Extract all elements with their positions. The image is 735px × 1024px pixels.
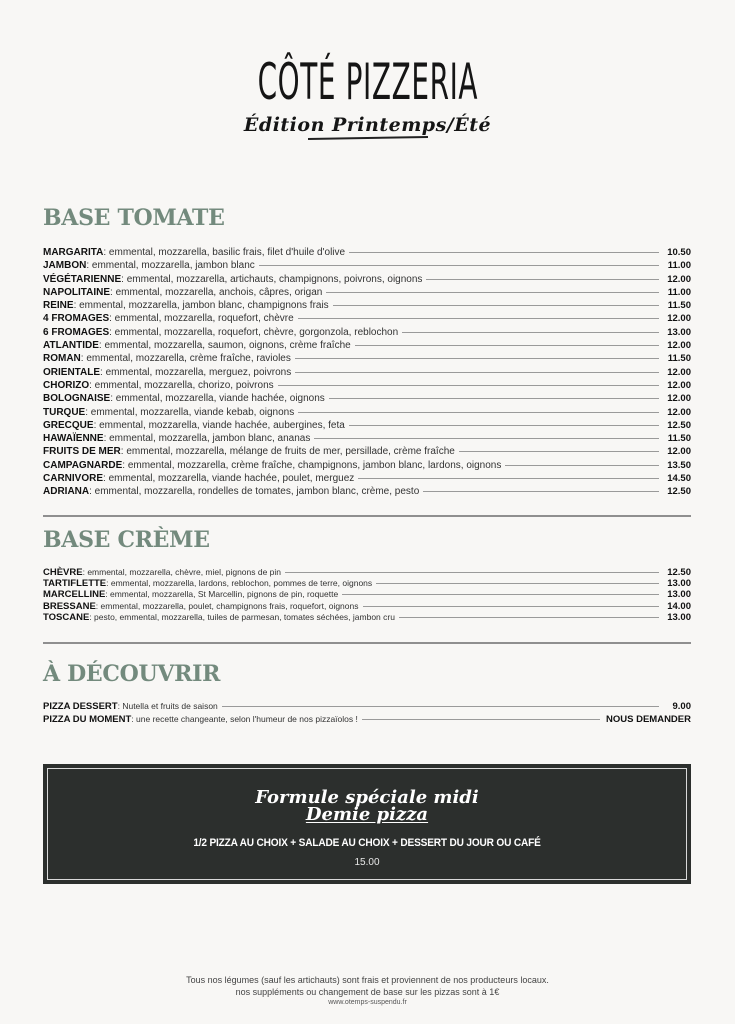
section-divider (43, 642, 691, 644)
dotted-leader (342, 594, 659, 595)
section-a-decouvrir (43, 661, 691, 726)
item-name: BRESSANE (43, 600, 96, 612)
menu-item (43, 286, 691, 299)
menu-header (0, 52, 735, 139)
footer-note-vegetables: Tous nos légumes (sauf les artichauts) sont frais et proviennent de nos producteurs locaux. (186, 975, 549, 985)
item-description: : emmental, mozzarella, rondelles de tomates, jambon blanc, crème, pesto (89, 486, 420, 498)
item-name: MARCELLINE (43, 589, 106, 601)
menu-item (43, 472, 691, 485)
item-price: 12.00 (667, 366, 691, 378)
item-description: : emmental, mozzarella, merguez, poivrons (100, 366, 292, 378)
menu-item (43, 445, 691, 458)
item-description: : emmental, mozzarella, mélange de fruits de mer, persillade, crème fraîche (120, 446, 455, 458)
dotted-leader (376, 583, 659, 584)
item-description: : Nutella et fruits de saison (117, 701, 218, 711)
item-price: 12.00 (667, 313, 691, 325)
item-description: : emmental, mozzarella, viande hachée, oignons (110, 393, 325, 405)
section-title: BASE CRÈME (43, 527, 210, 553)
formula-inner-frame (47, 768, 687, 880)
menu-item (43, 589, 691, 600)
section-base-creme (43, 527, 691, 623)
item-name: 4 FROMAGES (43, 313, 110, 325)
item-description: : emmental, mozzarella, basilic frais, filet d'huile d'olive (103, 247, 346, 258)
item-price: 12.50 (667, 567, 691, 578)
item-price: 11.00 (667, 286, 691, 298)
item-price: 12.50 (667, 419, 691, 431)
dotted-leader (362, 719, 600, 720)
menu-item (43, 246, 691, 259)
item-name: CAMPAGNARDE (43, 459, 123, 471)
item-name: ROMAN (43, 353, 81, 365)
item-description: : emmental, mozzarella, crème fraîche, ravioles (80, 353, 291, 365)
menu-item (43, 419, 691, 432)
item-price: 11.50 (667, 433, 691, 445)
item-description: : emmental, mozzarella, viande kebab, oignons (85, 406, 295, 418)
dotted-leader (363, 606, 660, 607)
item-name: CHORIZO (43, 379, 90, 391)
menu-item (43, 406, 691, 419)
item-price: 12.00 (667, 393, 691, 405)
item-price: 13.00 (667, 611, 691, 623)
item-name: HAWAÏENNE (43, 433, 104, 445)
item-price: 14.00 (667, 600, 691, 612)
dotted-leader (402, 332, 659, 333)
item-price: 13.00 (667, 578, 691, 590)
menu-item (43, 459, 691, 472)
formula-price: 15.00 (354, 857, 380, 868)
item-price: 10.50 (667, 247, 691, 258)
item-description: : emmental, mozzarella, lardons, reblochon, pommes de terre, oignons (106, 578, 373, 589)
formula-offer: 1/2 PIZZA AU CHOIX + SALADE AU CHOIX + DESSERT DU JOUR OU CAFÉ (193, 837, 541, 849)
menu-item-list (43, 700, 691, 726)
item-description: : emmental, mozzarella, viande hachée, aubergines, feta (93, 419, 345, 431)
item-price: 13.00 (667, 326, 691, 338)
item-description: : emmental, mozzarella, crème fraîche, champignons, jambon blanc, lardons, oignons (122, 459, 502, 471)
menu-item (43, 567, 691, 578)
item-description: : emmental, mozzarella, jambon blanc, ananas (103, 433, 311, 445)
section-title: BASE TOMATE (43, 205, 225, 231)
item-description: : emmental, mozzarella, roquefort, chèvre (109, 313, 294, 325)
menu-item (43, 366, 691, 379)
footer-website-link[interactable]: www.otemps-suspendu.fr (328, 999, 407, 1006)
dotted-leader (399, 617, 659, 618)
item-name: CHÈVRE (43, 567, 83, 578)
item-name: ORIENTALE (43, 366, 101, 378)
item-price: 14.50 (667, 473, 691, 485)
menu-item (43, 299, 691, 312)
formula-title-line2: Demie pizza (305, 804, 429, 825)
item-name: ATLANTIDE (43, 340, 99, 352)
section-title: À DÉCOUVRIR (43, 661, 221, 687)
item-price: 11.50 (667, 353, 691, 365)
menu-item (43, 326, 691, 339)
dotted-leader (298, 412, 659, 413)
item-name: PIZZA DESSERT (43, 701, 118, 712)
dotted-leader (349, 425, 659, 426)
menu-item-list (43, 246, 691, 499)
item-price: 9.00 (672, 701, 691, 712)
dotted-leader (349, 252, 659, 253)
item-description: : pesto, emmental, mozzarella, tuiles de parmesan, tomates séchées, jambon cru (89, 611, 395, 622)
menu-item (43, 352, 691, 365)
dotted-leader (459, 451, 659, 452)
dotted-leader (358, 478, 659, 479)
menu-item (43, 259, 691, 272)
item-name: GRECQUE (43, 419, 94, 431)
item-price: 11.00 (667, 260, 691, 272)
item-description: : emmental, mozzarella, anchois, câpres, origan (110, 286, 323, 298)
menu-item (43, 612, 691, 623)
item-price: NOUS DEMANDER (606, 714, 691, 725)
menu-item (43, 273, 691, 286)
dotted-leader (278, 385, 659, 386)
item-name: 6 FROMAGES (43, 326, 110, 338)
item-description: : emmental, mozzarella, poulet, champignons frais, roquefort, oignons (95, 600, 359, 611)
dotted-leader (222, 706, 659, 707)
menu-item (43, 312, 691, 325)
dotted-leader (329, 398, 659, 399)
dotted-leader (326, 292, 659, 293)
item-name: FRUITS DE MER (43, 446, 121, 458)
item-price: 12.00 (667, 406, 691, 418)
item-description: : emmental, mozzarella, jambon blanc (86, 260, 255, 272)
item-name: VÉGÉTARIENNE (43, 273, 122, 285)
lunch-formula-box (43, 764, 691, 884)
dotted-leader (355, 345, 659, 346)
item-description: : emmental, mozzarella, chorizo, poivrons (89, 379, 274, 391)
item-price: 12.50 (667, 486, 691, 498)
menu-item (43, 700, 691, 713)
menu-item (43, 578, 691, 589)
item-name: TARTIFLETTE (43, 578, 107, 590)
menu-item (43, 392, 691, 405)
dotted-leader (285, 572, 659, 573)
item-price: 13.50 (667, 459, 691, 471)
footer-note-supplements: nos suppléments ou changement de base sur les pizzas sont à 1€ (235, 987, 500, 997)
menu-item (43, 339, 691, 352)
item-name: NAPOLITAINE (43, 286, 111, 298)
item-name: ADRIANA (43, 486, 90, 498)
dotted-leader (423, 491, 659, 492)
dotted-leader (426, 279, 659, 280)
item-description: : emmental, mozzarella, saumon, oignons, crème fraîche (98, 340, 351, 352)
menu-item-list (43, 567, 691, 623)
subtitle-underline-decoration (307, 136, 427, 140)
item-description: : emmental, mozzarella, jambon blanc, champignons frais (73, 300, 329, 312)
restaurant-logo-title: CÔTÉ PIZZERIA (257, 53, 478, 111)
item-price: 12.00 (667, 446, 691, 458)
item-description: : emmental, mozzarella, viande hachée, poulet, merguez (103, 473, 355, 485)
menu-item (43, 485, 691, 498)
item-name: MARGARITA (43, 247, 104, 258)
item-name: TOSCANE (43, 611, 90, 623)
item-description: : emmental, mozzarella, roquefort, chèvre, gorgonzola, reblochon (109, 326, 399, 338)
item-name: JAMBON (43, 260, 87, 272)
formula-title (48, 789, 686, 823)
item-price: 12.00 (667, 340, 691, 352)
item-description: : emmental, mozzarella, chèvre, miel, pignons de pin (82, 567, 282, 577)
edition-subtitle: Édition Printemps/Été (243, 114, 492, 136)
item-description: : une recette changeante, selon l'humeur de nos pizzaïolos ! (131, 714, 358, 724)
section-base-tomate (43, 205, 691, 499)
dotted-leader (333, 305, 659, 306)
menu-item (43, 713, 691, 726)
dotted-leader (295, 372, 659, 373)
item-price: 12.00 (667, 273, 691, 285)
item-name: PIZZA DU MOMENT (43, 714, 132, 725)
item-description: : emmental, mozzarella, artichauts, champignons, poivrons, oignons (121, 273, 423, 285)
item-name: CARNIVORE (43, 473, 104, 485)
menu-item (43, 432, 691, 445)
dotted-leader (295, 358, 659, 359)
dotted-leader (314, 438, 659, 439)
item-name: REINE (43, 300, 74, 312)
menu-item (43, 601, 691, 612)
formula-title-line1: Formule spéciale midi (255, 787, 479, 808)
menu-footer (0, 974, 735, 1007)
item-price: 13.00 (667, 589, 691, 601)
section-divider (43, 515, 691, 517)
menu-item (43, 379, 691, 392)
item-name: BOLOGNAISE (43, 393, 111, 405)
item-price: 11.50 (667, 300, 691, 312)
item-price: 12.00 (667, 379, 691, 391)
dotted-leader (505, 465, 659, 466)
dotted-leader (259, 265, 659, 266)
item-name: TURQUE (43, 406, 86, 418)
dotted-leader (298, 318, 659, 319)
item-description: : emmental, mozzarella, St Marcellin, pignons de pin, roquette (105, 589, 339, 600)
